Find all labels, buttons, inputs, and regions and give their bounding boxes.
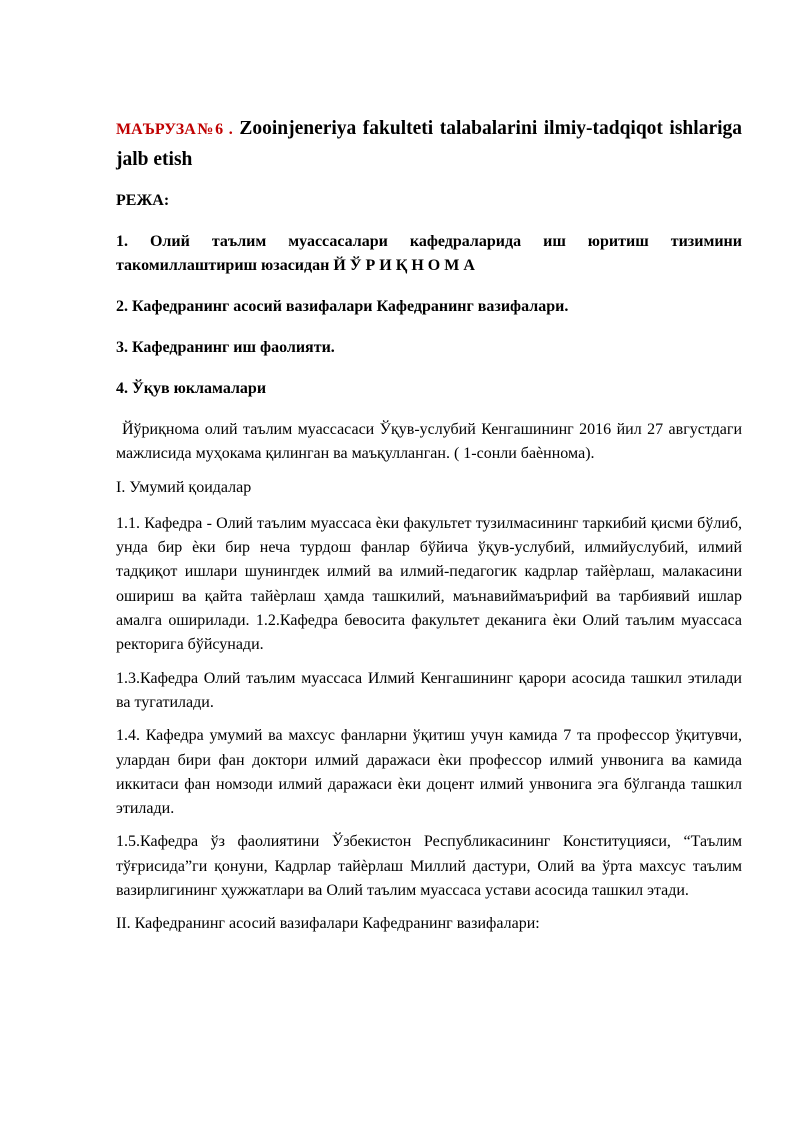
plan-item-2: 2. Кафедранинг асосий вазифалари Кафедранинг вазифалари.: [116, 298, 569, 315]
paragraph-1-5: 1.5.Кафедра ўз фаолиятини Ўзбекистон Республикасининг Конституцияси, “Таълим тўғрисида”ги қонуни, Кадрлар тайѐрлаш Миллий дастури, Олий ва ўрта махсус таълим вазирлигининг ҳужжатлари ва Олий таълим муассаса устави асосида ташкил этади.: [116, 833, 742, 900]
document-body: [116, 114, 742, 946]
lecture-title-text: Zooinjeneriya fakulteti talabalarini ilmiy-tadqiqot ishlariga jalb etish: [116, 118, 743, 170]
section-heading-duties: II. Кафедранинг асосий вазифалари Кафедранинг вазифалари:: [116, 915, 540, 933]
paragraph-1-4: 1.4. Кафедра умумий ва махсус фанларни ўқитиш учун камида 7 та профессор ўқитувчи, улардан бири фан доктори илмий даражаси ѐки профессор илмий унвонига ва камида иккитаси фан номзоди илмий даражаси ѐки доцент илмий унвонига эга бўлганда ташкил этилади.: [116, 727, 742, 818]
plan-heading: РЕЖА:: [116, 192, 170, 209]
intro-paragraph: Йўриқнома олий таълим муассасаси Ўқув-услубий Кенгашининг 2016 йил 27 августдаги мажлисида муҳокама қилинган ва маъқулланган. ( 1-сонли баѐнномa).: [116, 421, 742, 463]
section-heading-general: I. Умумий қоидалар: [116, 478, 252, 496]
plan-item-3: 3. Кафедранинг иш фаолияти.: [116, 339, 335, 356]
lecture-separator: .: [223, 121, 233, 138]
lecture-number: МАЪРУЗА№6: [116, 121, 224, 138]
paragraph-1-3: 1.3.Кафедра Олий таълим муассаса Илмий Кенгашининг қарори асосида ташкил этилади ва тугатилади.: [116, 669, 742, 711]
plan-item-4: 4. Ўқув юкламалари: [116, 380, 267, 397]
lecture-title: [116, 114, 742, 175]
plan-item-1: 1. Олий таълим муассасалари кафедраларида иш юритиш тизимини такомиллаштириш юзасидан Й Ў Р И Қ Н О М А: [116, 233, 742, 274]
paragraph-1-1: 1.1. Кафедра - Олий таълим муассаса ѐки факультет тузилмасининг таркибий қисми бўлиб, унда бир ѐки бир неча турдош фанлар бўйича ўқув-услубий, илмийуслубий, илмий тадқиқот ишлари шунингдек илмий ва илмий-педагогик кадрлар тайѐрлаш, малакасини ошириш ва қайта тайѐрлаш ҳамда ташкилий, маънавиймаърифий ва тарбиявий ишлар амалга оширилади. 1.2.Кафедра бевосита факультет деканига ѐки Олий таълим муассаса ректорига бўйсунади.: [116, 514, 742, 654]
